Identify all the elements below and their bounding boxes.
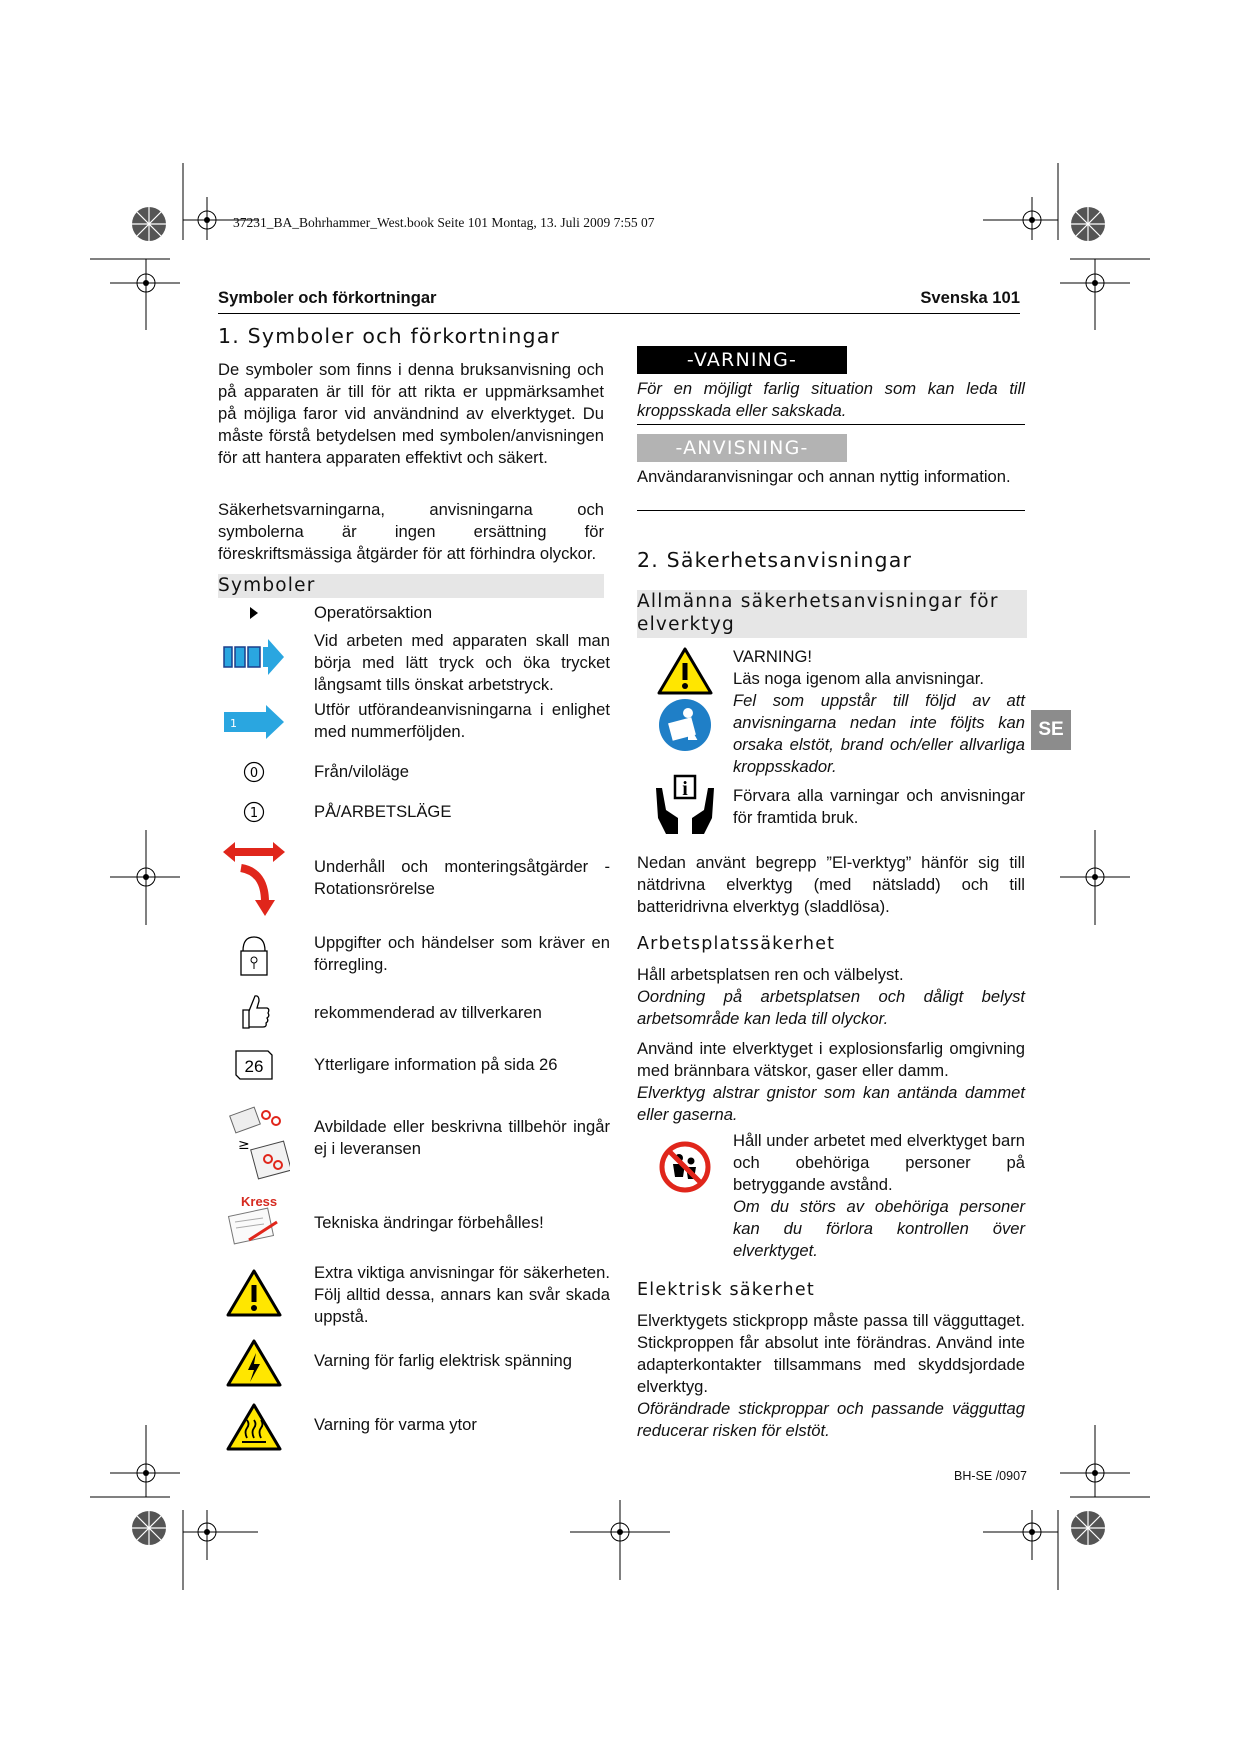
anvisning-label: -ANVISNING-: [637, 434, 847, 462]
accessories-icon: [218, 1100, 290, 1182]
symbol-row: [218, 1044, 610, 1084]
workplace-text-1-italic: Oordning på arbetsplatsen och dåligt belyst arbetsområde kan leda till olyckor.: [637, 987, 1025, 1028]
general-safety-heading: Allmänna säkerhetsanvisningar för elverktyg: [637, 590, 1027, 638]
symbol-row: [218, 630, 610, 696]
electric-heading: Elektrisk säkerhet: [637, 1280, 815, 1300]
workplace-text-3: Håll under arbetet med elverktyget barn och obehöriga personer på betryggande avstånd.: [733, 1131, 1025, 1194]
symbol-row: [218, 1400, 610, 1454]
symbol-text: Varning för farlig elektrisk spänning: [314, 1351, 572, 1370]
keep-children-away-icon: [659, 1141, 711, 1193]
icon-digit: 0: [249, 766, 259, 781]
workplace-text-2-italic: Elverktyg alstrar gnistor som kan antända dammet eller gaserna.: [637, 1083, 1025, 1124]
keep-instructions-text: Förvara alla varningar och anvisningar för framtida bruk.: [733, 786, 1025, 827]
book-page-icon: [218, 1044, 290, 1084]
workplace-text-3-italic: Om du störs av obehöriga personer kan du förlora kontrollen över elverktyget.: [733, 1197, 1025, 1260]
section-1-title: 1. Symboler och förkortningar: [218, 324, 561, 348]
kress-document-icon: [218, 1192, 290, 1250]
warning-italic: Fel som uppstår till följd av att anvisningarna nedan inte följts kan orsaka elstöt, brand och/eller allvarliga kroppsskador.: [733, 691, 1025, 776]
warning-line: Läs noga igenom alla anvisningar.: [733, 669, 984, 688]
blue-numbered-arrow-icon: [218, 703, 290, 741]
symbol-text: Utför utförandeanvisningarna i enlighet med nummerföljden.: [314, 700, 610, 741]
arrow-step-number: 1: [230, 717, 237, 730]
electric-text: Elverktygets stickpropp måste passa till vägguttaget. Stickproppen får absolut inte förändras. Använd inte adapterkontakter tillsammans med skyddsjordade elverktyg.: [637, 1311, 1025, 1396]
triangle-right-icon: [218, 602, 290, 624]
symbol-row: [218, 932, 610, 978]
symbol-text: Varning för varma ytor: [314, 1415, 477, 1434]
kress-logo-text: Kress: [241, 1194, 278, 1209]
anvisning-text: Användaranvisningar och annan nyttig information.: [637, 467, 1011, 486]
thumbs-up-icon: [218, 990, 290, 1034]
info-letter: i: [682, 778, 688, 800]
header-rule: [218, 313, 1020, 314]
book-info: 37231_BA_Bohrhammer_West.book Seite 101 Montag, 13. Juli 2009 7:55 07: [233, 215, 655, 230]
intro-paragraph-2: Säkerhetsvarningarna, anvisningarna och symbolerna är ingen ersättning för föreskriftsmässiga åtgärder för att förhindra olyckor.: [218, 500, 604, 563]
symbol-text: Från/viloläge: [314, 762, 410, 781]
term-paragraph: Nedan använt begrepp ”El-verktyg” hänför sig till nätdrivna elverktyg (med nätsladd) och till batteridrivna elverktyg (sladdlösa).: [637, 853, 1025, 916]
circled-one-icon: [218, 799, 290, 825]
symbol-text: PÅ/ARBETSLÄGE: [314, 802, 452, 821]
symbol-row: [218, 699, 610, 743]
symbol-row: [218, 799, 610, 825]
intro-paragraph-1: De symboler som finns i denna bruksanvisning och på apparaten är till för att rikta er uppmärksamhet på möjliga faror vid användnind av elverktyget. Du måste förstå betydelsen med symbolen/anvisningen för att hantera apparaten effektivt och säkert.: [218, 360, 604, 467]
symbol-text: Tekniska ändringar förbehålles!: [314, 1213, 544, 1232]
section-2-title: 2. Säkerhetsanvisningar: [637, 548, 913, 572]
read-manual-icon: [658, 698, 712, 752]
circled-zero-icon: [218, 759, 290, 785]
symbol-text: Operatörsaktion: [314, 603, 433, 622]
symbol-text: Vid arbeten med apparaten skall man börja med lätt tryck och öka trycket långsamt tills önskat arbetstryck.: [314, 631, 610, 694]
symbol-row: [218, 1192, 610, 1250]
varning-text: För en möjligt farlig situation som kan leda till kroppsskada eller sakskada.: [637, 379, 1025, 420]
red-rotation-arrows-icon: [218, 838, 290, 918]
symbol-row: [218, 1336, 610, 1390]
running-header-left: Symboler och förkortningar: [218, 288, 437, 307]
workplace-text-1: Håll arbetsplatsen ren och välbelyst.: [637, 965, 904, 984]
svg-text:≥: ≥: [238, 1137, 250, 1153]
electric-text-italic: Oförändrade stickproppar och passande vägguttag reducerar risken för elstöt.: [637, 1399, 1025, 1440]
icon-digit: 1: [249, 806, 259, 821]
symbol-text: Ytterligare information på sida 26: [314, 1055, 558, 1074]
symbol-text: rekommenderad av tillverkaren: [314, 1003, 542, 1022]
warning-exclamation-icon: [218, 1266, 290, 1320]
symbol-row: [218, 1262, 610, 1328]
icon-page-number: 26: [244, 1057, 264, 1076]
divider: [637, 510, 1025, 511]
keep-instructions-icon: [654, 774, 716, 836]
language-tab: SE: [1031, 710, 1071, 750]
padlock-icon: [218, 932, 290, 978]
varning-label: -VARNING-: [637, 346, 847, 374]
symbol-text: Avbildade eller beskrivna tillbehör ingår ej i leveransen: [314, 1117, 610, 1158]
symbol-row: [218, 602, 610, 624]
footer-code: BH-SE /0907: [954, 1469, 1027, 1483]
warning-exclamation-icon: [657, 646, 713, 696]
warning-hot-surface-icon: [218, 1400, 290, 1454]
symbol-row: [218, 990, 610, 1034]
symbol-text: Extra viktiga anvisningar för säkerheten. Följ alltid dessa, annars kan svår skada uppstå.: [314, 1263, 610, 1326]
symbol-row: [218, 759, 610, 785]
divider: [637, 424, 1025, 425]
symbol-text: Uppgifter och händelser som kräver en förregling.: [314, 933, 610, 974]
warning-title: VARNING!: [733, 647, 812, 666]
symbol-text: Underhåll och monteringsåtgärder - Rotationsrörelse: [314, 857, 610, 898]
symbols-heading: Symboler: [218, 574, 604, 598]
symbol-row: [218, 1100, 610, 1182]
symbol-row: [218, 838, 610, 918]
warning-voltage-icon: [218, 1336, 290, 1390]
workplace-heading: Arbetsplatssäkerhet: [637, 934, 836, 954]
running-header-right: Svenska 101: [920, 288, 1020, 307]
workplace-text-2: Använd inte elverktyget i explosionsfarlig omgivning med brännbara vätskor, gaser eller damm.: [637, 1039, 1025, 1080]
blue-segmented-arrow-icon: [218, 634, 290, 680]
